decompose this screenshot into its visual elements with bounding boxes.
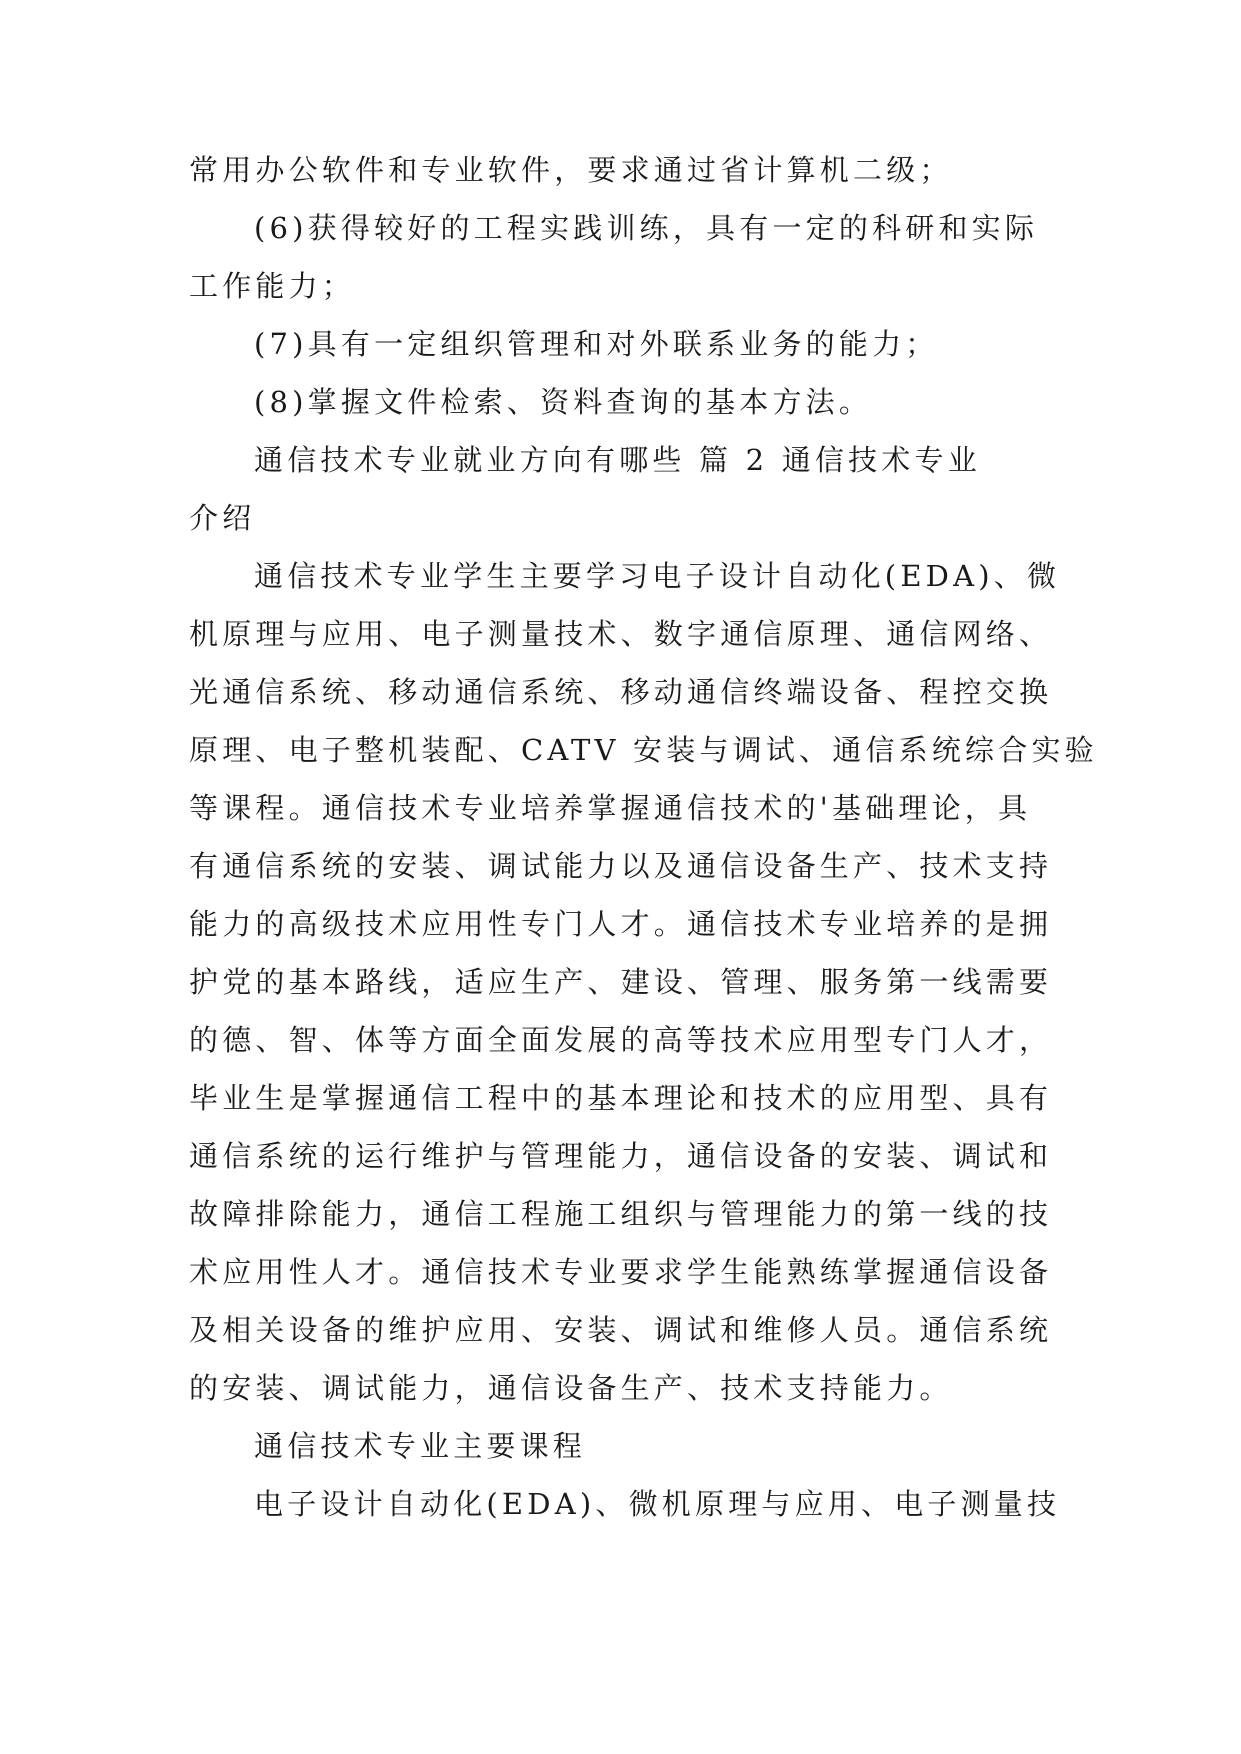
text-line: 通信技术专业学生主要学习电子设计自动化(EDA)、微 (254, 559, 1061, 593)
text-line: (8)掌握文件检索、资料查询的基本方法。 (254, 385, 873, 419)
text-line: 电子设计自动化(EDA)、微机原理与应用、电子测量技 (254, 1487, 1061, 1521)
text-line: 机原理与应用、电子测量技术、数字通信原理、通信网络、 (189, 617, 1053, 651)
text-line: 等课程。通信技术专业培养掌握通信技术的'基础理论，具 (189, 791, 1032, 825)
text-line: 的安装、调试能力，通信设备生产、技术支持能力。 (189, 1371, 953, 1405)
text-line: 及相关设备的维护应用、安装、调试和维修人员。通信系统 (189, 1313, 1053, 1347)
text-line: 术应用性人才。通信技术专业要求学生能熟练掌握通信设备 (189, 1255, 1053, 1289)
text-line: 光通信系统、移动通信系统、移动通信终端设备、程控交换 (189, 675, 1053, 709)
section-heading: 通信技术专业就业方向有哪些 篇 2 通信技术专业 (254, 443, 981, 477)
text-line: (6)获得较好的工程实践训练，具有一定的科研和实际 (254, 211, 1039, 245)
text-line: 能力的高级技术应用性专门人才。通信技术专业培养的是拥 (189, 907, 1053, 941)
text-line: 有通信系统的安装、调试能力以及通信设备生产、技术支持 (189, 849, 1053, 883)
text-line: 原理、电子整机装配、CATV 安装与调试、通信系统综合实验 (189, 733, 1098, 767)
text-line: 工作能力； (189, 269, 356, 303)
text-line: 通信系统的运行维护与管理能力，通信设备的安装、调试和 (189, 1139, 1053, 1173)
text-line: 护党的基本路线，适应生产、建设、管理、服务第一线需要 (189, 965, 1053, 999)
text-line: 常用办公软件和专业软件，要求通过省计算机二级； (189, 153, 953, 187)
text-line: 故障排除能力，通信工程施工组织与管理能力的第一线的技 (189, 1197, 1053, 1231)
text-line: 的德、智、体等方面全面发展的高等技术应用型专门人才， (189, 1023, 1053, 1057)
section-heading: 通信技术专业主要课程 (254, 1429, 587, 1463)
text-line: 毕业生是掌握通信工程中的基本理论和技术的应用型、具有 (189, 1081, 1053, 1115)
section-heading: 介绍 (189, 501, 256, 535)
text-line: (7)具有一定组织管理和对外联系业务的能力； (254, 327, 939, 361)
